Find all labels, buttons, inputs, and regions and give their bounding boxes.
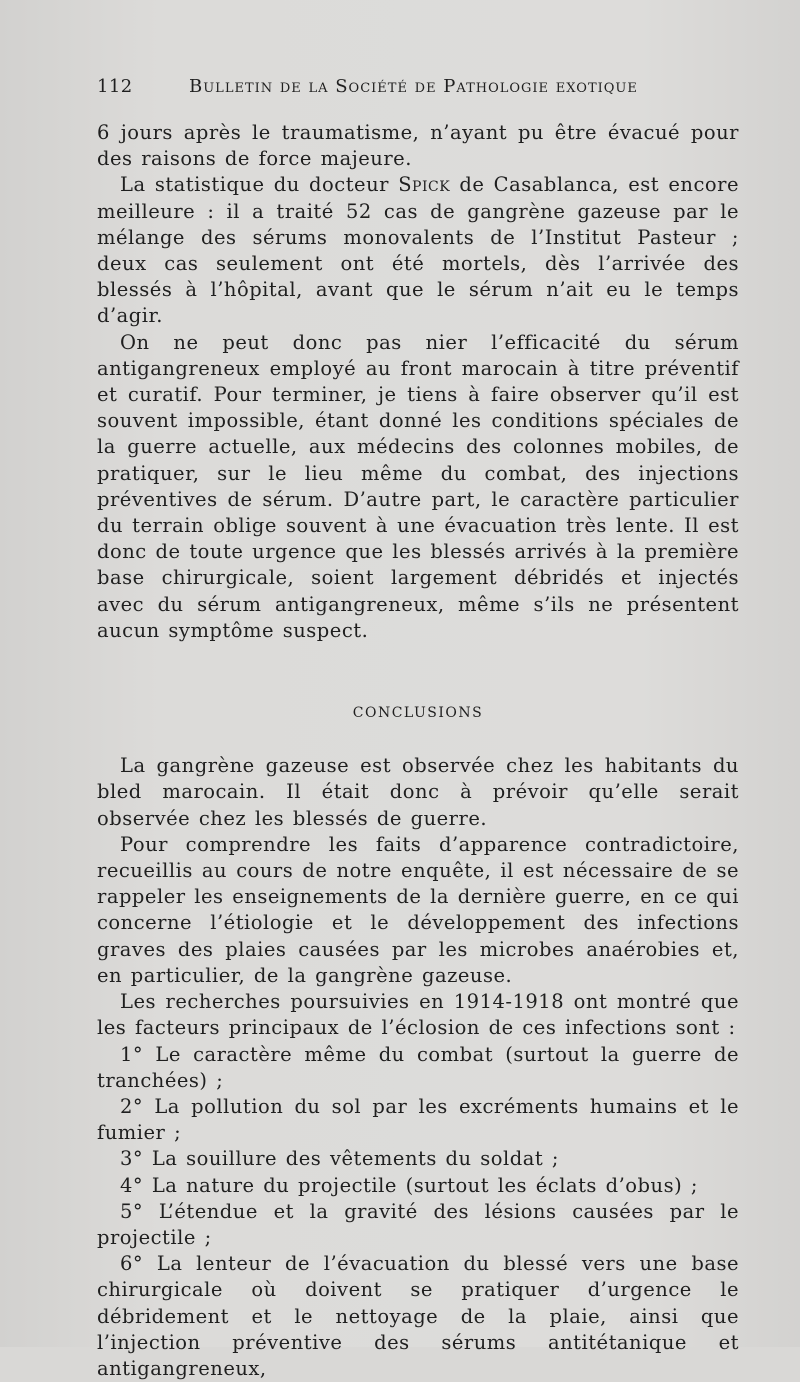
running-title: Bulletin de la Société de Pathologie exotique	[189, 76, 638, 97]
conclusion-paragraph-3: Les recherches poursuivies en 1914-1918 ont montré que les facteurs principaux de l’éclosion de ces infections sont :	[97, 990, 739, 1040]
paragraph-statistics-rest: de Casablanca, est encore meilleure : il a traité 52 cas de gangrène gazeuse par le mélange des sérums monovalents de l’Institut Pasteur ; deux cas seulement ont été mortels, dès l’arrivée des blessés à l’hôpital, avant que le sérum n’ait eu le temps d’agir.	[97, 173, 739, 328]
list-item: 1° Le caractère même du combat (surtout la guerre de tranchées) ;	[97, 1042, 739, 1092]
section-heading-conclusions: CONCLUSIONS	[352, 705, 484, 722]
list-item: 4° La nature du projectile (surtout les éclats d’obus) ;	[120, 1173, 698, 1197]
list-item: 6° La lenteur de l’évacuation du blessé vers une base chirurgicale où doivent se pratiquer d’urgence le débridement et le nettoyage de la plaie, ainsi que l’injection préventive des sérums antitétanique et antigangreneux,	[97, 1252, 739, 1380]
paragraph-statistics-lead: La statistique du docteur	[120, 173, 399, 197]
list-item: 3° La souillure des vêtements du soldat ;	[120, 1147, 559, 1171]
author-name-spick: Spick	[398, 173, 451, 197]
conclusion-paragraph-1: La gangrène gazeuse est observée chez les habitants du bled marocain. Il était donc à prévoir qu’elle serait observée chez les blessés de guerre.	[97, 754, 739, 830]
page-number: 112	[97, 76, 133, 97]
list-item: 2° La pollution du sol par les excréments humains et le fumier ;	[97, 1094, 739, 1145]
paragraph-efficacy: On ne peut donc pas nier l’efficacité du sérum antigangreneux employé au front marocain à titre préventif et curatif. Pour terminer, je tiens à faire observer qu’il est souvent impossible, étant donné les conditions spéciales de la guerre actuelle, aux médecins des colonnes mobiles, de pratiquer, sur le lieu même du combat, des injections préventives de sérum. D’autre part, le caractère particulier du terrain oblige souvent à une évacuation très lente. Il est donc de toute urgence que les blessés arrivés à la première base chirurgicale, soient largement débridés et injectés avec du sérum antigangreneux, même s’ils ne présentent aucun symptôme suspect.	[97, 330, 739, 642]
paragraph-statistics	[97, 172, 739, 329]
conclusion-paragraph-2: Pour comprendre les faits d’apparence contradictoire, recueillis au cours de notre enquête, il est nécessaire de se rappeler les enseignements de la dernière guerre, en ce qui concerne l’étiologie et le développement des infections graves des plaies causées par les microbes anaérobies et, en particulier, de la gangrène gazeuse.	[97, 832, 739, 987]
article-body	[97, 120, 739, 1382]
list-item: 5° L’étendue et la gravité des lésions causées par le projectile ;	[97, 1199, 739, 1249]
paragraph-continuation: 6 jours après le traumatisme, n’ayant pu être évacué pour des raisons de force majeure.	[97, 121, 739, 171]
